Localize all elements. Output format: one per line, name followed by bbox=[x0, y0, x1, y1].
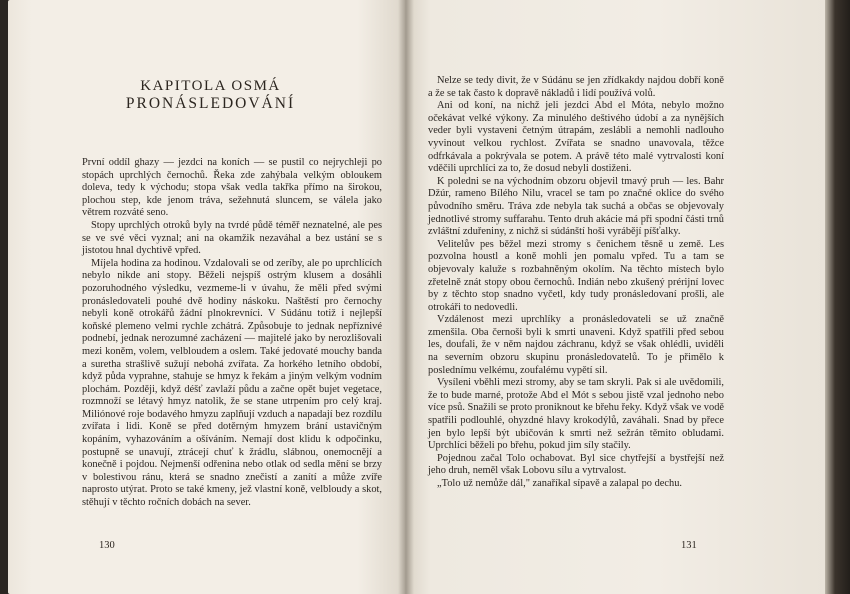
paragraph: Ani od koní, na nichž jeli jezdci Abd el Móta, nebylo možno očekávat velké výkony. Za minulého deštivého údobí a za nynějších veder byli vystaveni četným útrapám, zeslábli a nemohli nadlouho vyvinout velkou rychlost. Zvířata se snadno unavovala, těžce odfrkávala a pokrývala se potem. A právě této malé vytrvalosti koní vděčili uprchlíci za to, že dosud nebyli dostiženi. bbox=[428, 100, 724, 175]
paragraph: Nelze se tedy divit, že v Súdánu se jen zřídkakdy najdou dobří koně a že se tak často k dopravě nákladů i lidí používá volů. bbox=[428, 75, 724, 99]
left-page-text bbox=[82, 157, 382, 510]
book-edge bbox=[825, 0, 850, 594]
paragraph: Stopy uprchlých otroků byly na tvrdé půdě téměř neznatelné, ale pes se ve své věci vyznal; ani na okamžik nezaváhal a bez ustání se s jistotou hnal dychtivě vpřed. bbox=[82, 219, 382, 257]
chapter-label: KAPITOLA OSMÁ bbox=[140, 78, 281, 94]
right-page-text bbox=[428, 75, 724, 491]
paragraph: První oddíl ghazy — jezdci na koních — se pustil co nejrychleji po stopách uprchlých černochů. Řeka zde zahýbala velkým obloukem doleva, tedy k východu; stopa však vedla takřka přímo na širokou, plochou step, kde jenom tráva, sežehnutá sluncem, se válela jako větrem rozváté seno. bbox=[82, 157, 382, 219]
paragraph: Pojednou začal Tolo ochabovat. Byl sice chytřejší a bystřejší než jeho druh, neměl však Lobovu sílu a vytrvalost. bbox=[428, 452, 724, 477]
paragraph: Míjela hodina za hodinou. Vzdalovali se od zeríby, ale po uprchlících nebylo nikde ani stopy. Běželi nejspíš ostrým klusem a dosáhli pozoruhodného výsledku, vezmeme-li v úvahu, že měli před svými pronásledovateli pouhé dvě hodiny náskoku. Naštěstí pro černochy nebyli koně otrokářů žádní plnokrevníci. V Súdánu totiž i nejlepší koňské plemeno velmi rychle zchátrá. Způsobuje to jednak nepříznivé podnebí, jednak nerozumné zacházení — majitelé jako by nerozlišovali mezi koněm, volem, velbloudem a oslem. Také jedovaté mouchy banda a suretha strašlivě sužují nebohá zvířata. Za horkého letního období, když půda vyprahne, stahuje se hmyz k řekám a jiným velkým vodním plochám. Později, když déšť zavlaží půdu a začne opět bujet vegetace, rozmnoží se létavý hmyz natolik, že se stane utrpením pro celý kraj. Miliónové roje bodavého hmyzu zaplňují vzduch a napadají bez rozdílu zvířata i lidi. Koně se před dotěrným hmyzem brání ustavičným kopáním, vyhazováním a ošíváním. Nemají dost klidu k odpočinku, postupně se unavují, ztrácejí chuť k žrádlu, slábnou, onemocnějí a konečně i pojdou. Nejmenší odřenina nebo otlak od sedla mění se brzy v bolestivou ránu, která se snadno znečistí a zanítí a může zvíře naprosto utýrat. Proto se také kmeny, jež vlastní koně, velbloudy a skot, stěhují v těchto ročních dobách na sever. bbox=[82, 257, 382, 509]
paragraph: Velitelův pes běžel mezi stromy s čenichem těsně u země. Les pozvolna houstl a koně mohli jen pomalu vpřed. Tu a tam se objevovaly kaluže s rozbahněným okolím. Na těchto místech bylo zřetelně znát stopy obou černochů. Indián nebo zkušený prérijní lovec by z těchto stop snadno vyčetl, kdy tudy pronásledovaní prošli, ale otrokáři to nedovedli. bbox=[428, 238, 724, 313]
paragraph: Vzdálenost mezi uprchlíky a pronásledovateli se už značně zmenšila. Oba černoši byli k smrti unaveni. Když spatřili před sebou les, doufali, že v něm najdou záchranu, když se však ohlédli, uviděli na severním obzoru skupinu pronásledovatelů. To je přimělo k poslednímu velkému, zoufalému vypětí sil. bbox=[428, 314, 724, 376]
paragraph: „Tolo už nemůže dál," zanaříkal sípavě a zalapal po dechu. bbox=[437, 478, 682, 489]
chapter-title: PRONÁSLEDOVÁNÍ bbox=[125, 95, 296, 112]
book-gutter bbox=[398, 0, 414, 594]
paragraph: Vysíleni vběhli mezi stromy, aby se tam skryli. Pak si ale uvědomili, že to bude marné, protože Abd el Mót s sebou jistě vzal jednoho nebo více psů. Snažili se proto proniknout ke břehu řeky. Když však ve vodě spatřili podlouhlé, ohyzdné hlavy krokodýlů, zaváhali. Snad by přece jen bylo lepší být ubičován k smrti než sežrán těmito obludami. Uprchlíci běželi po břehu, pokud jim síly stačily. bbox=[428, 377, 724, 452]
page-number-left: 130 bbox=[99, 540, 115, 551]
paragraph: K poledni se na východním obzoru objevil tmavý pruh — les. Bahr Džúr, rameno Bílého Nilu, vracel se tam po značné oklice do svého původního směru. Tráva zde nebyla tak suchá a občas se objevovaly jednotlivé stromy suffarahu. Tento druh akácie má při spodní části trnů zvláštní zduřeniny, z nichž si súdánští hoši vyrábějí píšťalky. bbox=[428, 175, 724, 238]
page-number-right: 131 bbox=[681, 540, 697, 551]
